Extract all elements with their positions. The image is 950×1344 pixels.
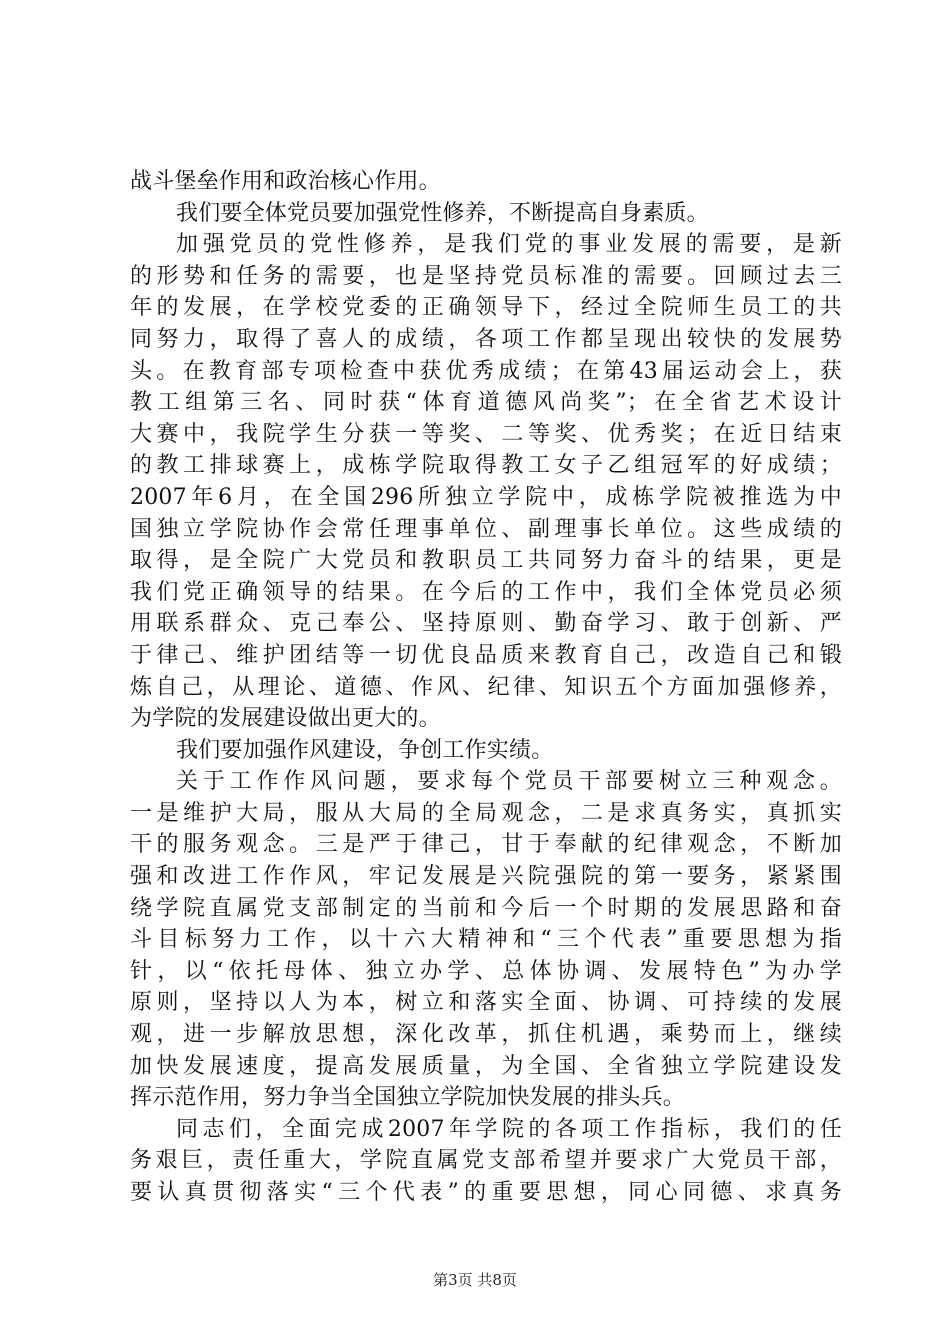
text-line: 我们要加强作风建设，争创工作实绩。 — [176, 737, 554, 763]
text-line: 取得，是全院广大党员和教职员工共同努力奋斗的结果，更是 — [130, 548, 842, 574]
text-line: 针，以“依托母体、独立办学、总体协调、发展特色”为办学 — [130, 958, 842, 984]
text-line: 炼自己，从理论、道德、作风、纪律、知识五个方面加强修养， — [130, 674, 842, 700]
text-line: 干的服务观念。三是严于律己，甘于奉献的纪律观念，不断加 — [130, 832, 842, 858]
text-line: 一是维护大局，服从大局的全局观念，二是求真务实，真抓实 — [130, 800, 842, 826]
text-line: 为学院的发展建设做出更大的。 — [130, 706, 441, 732]
text-line: 同志们，全面完成2007年学院的各项工作指标，我们的任 — [176, 1116, 842, 1142]
text-line: 的形势和任务的需要，也是坚持党员标准的需要。回顾过去三 — [130, 263, 842, 289]
text-line: 关于工作作风问题，要求每个党员干部要树立三种观念。 — [176, 769, 842, 795]
text-line: 战斗堡垒作用和政治核心作用。 — [130, 169, 441, 194]
text-line: 强和改进工作作风，牢记发展是兴院强院的第一要务，紧紧围 — [130, 864, 842, 890]
text-line: 我们要全体党员要加强党性修养，不断提高自身素质。 — [176, 200, 709, 226]
text-line: 国独立学院协作会常任理事单位、副理事长单位。这些成绩的 — [130, 516, 842, 542]
text-line: 年的发展，在学校党委的正确领导下，经过全院师生员工的共 — [130, 295, 842, 321]
text-line: 于律己、维护团结等一切优良品质来教育自己，改造自己和锻 — [130, 642, 842, 668]
text-line: 2007年6月，在全国296所独立学院中，成栋学院被推选为中 — [130, 484, 842, 510]
document-body — [130, 166, 842, 1209]
text-line: 用联系群众、克己奉公、坚持原则、勤奋学习、敢于创新、严 — [130, 611, 842, 637]
text-line: 绕学院直属党支部制定的当前和今后一个时期的发展思路和奋 — [130, 895, 842, 921]
page-number-footer: 第3页 共8页 — [433, 1271, 517, 1289]
text-line: 大赛中，我院学生分获一等奖、二等奖、优秀奖；在近日结束 — [130, 421, 842, 447]
text-line: 斗目标努力工作，以十六大精神和“三个代表”重要思想为指 — [130, 927, 842, 953]
text-line: 务艰巨，责任重大，学院直属党支部希望并要求广大党员干部， — [130, 1148, 842, 1174]
text-line: 要认真贯彻落实“三个代表”的重要思想，同心同德、求真务 — [130, 1180, 842, 1205]
text-line: 观，进一步解放思想，深化改革，抓住机遇，乘势而上，继续 — [130, 1022, 842, 1048]
text-line: 的教工排球赛上，成栋学院取得教工女子乙组冠军的好成绩； — [130, 453, 842, 479]
text-line: 头。在教育部专项检查中获优秀成绩；在第43届运动会上，获 — [130, 358, 842, 384]
text-line: 原则，坚持以人为本，树立和落实全面、协调、可持续的发展 — [130, 990, 842, 1016]
text-line: 我们党正确领导的结果。在今后的工作中，我们全体党员必须 — [130, 579, 842, 605]
text-line: 教工组第三名、同时获“体育道德风尚奖”；在全省艺术设计 — [130, 390, 842, 416]
text-line: 加快发展速度，提高发展质量，为全国、全省独立学院建设发 — [130, 1053, 842, 1079]
text-line: 挥示范作用，努力争当全国独立学院加快发展的排头兵。 — [130, 1085, 686, 1111]
text-line: 加强党员的党性修养，是我们党的事业发展的需要，是新 — [176, 232, 842, 258]
text-line: 同努力，取得了喜人的成绩，各项工作都呈现出较快的发展势 — [130, 326, 842, 352]
